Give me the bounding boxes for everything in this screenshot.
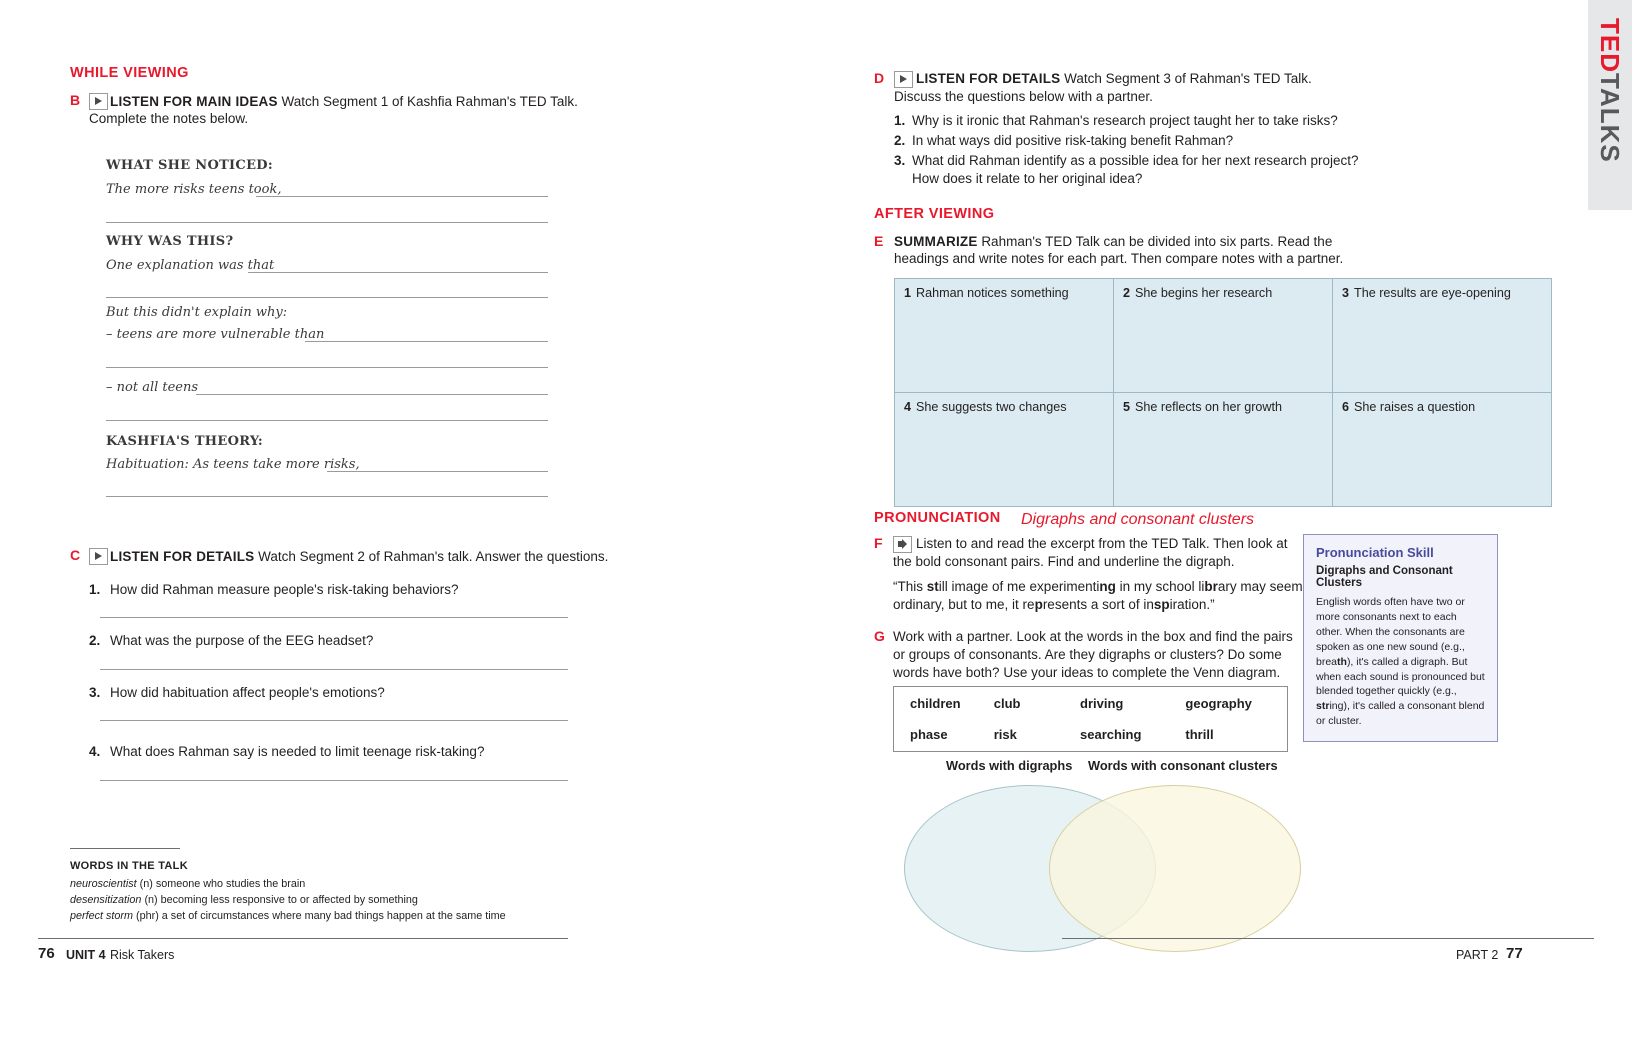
question-text: Why is it ironic that Rahman's research project taught her to take risks? bbox=[912, 113, 1338, 128]
exercise-d-instruction-text: Watch Segment 3 of Rahman's TED Talk. bbox=[1064, 71, 1312, 86]
note-text-2: One explanation was that bbox=[106, 258, 275, 273]
word-cell: club bbox=[993, 696, 1021, 711]
write-line[interactable] bbox=[106, 367, 548, 368]
word-cell: thrill bbox=[1185, 727, 1214, 742]
right-page bbox=[816, 0, 1632, 1044]
answer-line[interactable] bbox=[100, 780, 568, 781]
audio-icon[interactable] bbox=[893, 536, 912, 553]
cell-number: 2 bbox=[1123, 286, 1131, 300]
exercise-e-letter: E bbox=[874, 233, 884, 249]
write-line[interactable] bbox=[106, 420, 548, 421]
note-text-1: The more risks teens took, bbox=[106, 182, 282, 197]
skill-body-3: ing), it's called a consonant blend or cluster. bbox=[1316, 700, 1485, 728]
excerpt-quote bbox=[893, 578, 1313, 596]
cell-text: She raises a question bbox=[1354, 400, 1476, 414]
after-viewing-heading: AFTER VIEWING bbox=[874, 206, 995, 222]
question-number: 2. bbox=[894, 133, 906, 148]
summarize-cell-1[interactable] bbox=[895, 279, 1114, 393]
quote-part-4: ary may seem bbox=[1217, 579, 1303, 594]
answer-line[interactable] bbox=[100, 669, 568, 670]
note-heading-kashfias-theory: KASHFIA'S THEORY: bbox=[106, 434, 263, 449]
skill-body-2: ), it's called a digraph. But when each sound is pronounced but blended together quickly (e.g., bbox=[1316, 655, 1485, 698]
pronunciation-skill-box bbox=[1303, 534, 1498, 742]
cell-number: 3 bbox=[1342, 286, 1350, 300]
word-box-table bbox=[893, 686, 1288, 752]
note-text-4: – teens are more vulnerable than bbox=[106, 327, 325, 342]
skill-box-subtitle: Digraphs and Consonant Clusters bbox=[1316, 565, 1453, 589]
write-line[interactable] bbox=[256, 196, 548, 197]
question-text: What did Rahman identify as a possible idea for her next research project? bbox=[912, 153, 1359, 168]
quote-bold-4: p bbox=[1034, 597, 1043, 612]
quote-bold-1: st bbox=[926, 579, 939, 594]
exercise-g-letter: G bbox=[874, 628, 885, 644]
word-cell: children bbox=[910, 696, 961, 711]
ted-talks-tab-label bbox=[1588, 0, 1632, 210]
talks-text: TALKS bbox=[1595, 73, 1626, 163]
question-number: 3. bbox=[89, 685, 101, 700]
pronunciation-subtitle: Digraphs and consonant clusters bbox=[1021, 511, 1255, 528]
exercise-c-instruction bbox=[110, 548, 610, 566]
glossary-entry bbox=[70, 892, 418, 908]
cell-text: She reflects on her growth bbox=[1135, 400, 1283, 414]
question-number: 3. bbox=[894, 153, 906, 168]
exercise-e-label: SUMMARIZE bbox=[894, 234, 978, 249]
write-line[interactable] bbox=[196, 394, 548, 395]
exercise-g-instruction3: words have both? Use your ideas to complete the Venn diagram. bbox=[893, 665, 1281, 680]
question-number: 1. bbox=[894, 113, 906, 128]
note-text-3: But this didn't explain why: bbox=[106, 305, 288, 320]
exercise-e-instruction-text: Rahman's TED Talk can be divided into six parts. Read the bbox=[981, 234, 1333, 249]
exercise-e-instruction-text2: headings and write notes for each part. Then compare notes with a partner. bbox=[894, 251, 1344, 266]
exercise-e-instruction bbox=[894, 233, 1414, 251]
question-text: In what ways did positive risk-taking benefit Rahman? bbox=[912, 133, 1234, 148]
table-row bbox=[896, 720, 1285, 749]
note-text-5: – not all teens bbox=[106, 380, 199, 395]
cell-number: 5 bbox=[1123, 400, 1131, 414]
exercise-b-instruction bbox=[110, 93, 580, 111]
venn-left-label: Words with digraphs bbox=[946, 758, 1073, 773]
glossary-word: neuroscientist bbox=[70, 878, 137, 890]
question-text: What does Rahman say is needed to limit teenage risk-taking? bbox=[110, 744, 485, 759]
glossary-entry bbox=[70, 908, 506, 924]
write-line[interactable] bbox=[106, 297, 548, 298]
question-number: 2. bbox=[89, 633, 101, 648]
summarize-cell-4[interactable] bbox=[895, 393, 1114, 507]
glossary-word: perfect storm bbox=[70, 910, 133, 922]
word-cell: phase bbox=[910, 727, 948, 742]
pronunciation-heading: PRONUNCIATION bbox=[874, 510, 1001, 526]
write-line[interactable] bbox=[248, 272, 548, 273]
glossary-pos: (n) bbox=[139, 878, 153, 890]
summarize-cell-6[interactable] bbox=[1333, 393, 1552, 507]
quote-part-6: resents a sort of in bbox=[1042, 597, 1154, 612]
venn-circle-clusters[interactable] bbox=[1049, 785, 1301, 952]
quote-bold-2: ng bbox=[1099, 579, 1116, 594]
glossary-entry bbox=[70, 876, 305, 892]
summarize-cell-3[interactable] bbox=[1333, 279, 1552, 393]
cell-text: She suggests two changes bbox=[916, 400, 1067, 414]
note-heading-why-was-this: WHY WAS THIS? bbox=[106, 234, 234, 249]
question-text: What was the purpose of the EEG headset? bbox=[110, 633, 374, 648]
quote-bold-5: sp bbox=[1153, 597, 1170, 612]
words-box-rule bbox=[70, 848, 180, 849]
cell-text: The results are eye-opening bbox=[1354, 286, 1511, 300]
ted-talks-tab bbox=[1588, 0, 1632, 210]
word-cell: searching bbox=[1080, 727, 1142, 742]
glossary-def: someone who studies the brain bbox=[155, 878, 306, 890]
exercise-b-instruction-text2: Complete the notes below. bbox=[89, 111, 249, 126]
exercise-d-label: LISTEN FOR DETAILS bbox=[916, 71, 1061, 86]
write-line[interactable] bbox=[305, 341, 548, 342]
table-row bbox=[895, 279, 1552, 393]
exercise-d-instruction-text2: Discuss the questions below with a partner. bbox=[894, 89, 1153, 104]
exercise-f-letter: F bbox=[874, 535, 883, 551]
ted-logo-text: TED bbox=[1595, 18, 1626, 73]
question-number: 1. bbox=[89, 582, 101, 597]
word-box bbox=[893, 686, 1288, 752]
note-text-6: Habituation: As teens take more risks, bbox=[106, 457, 360, 472]
cell-number: 4 bbox=[904, 400, 912, 414]
exercise-b-label: LISTEN FOR MAIN IDEAS bbox=[110, 94, 278, 109]
footer-rule bbox=[38, 938, 568, 939]
quote-part-2: ill image of me experimenti bbox=[938, 579, 1100, 594]
exercise-c-label: LISTEN FOR DETAILS bbox=[110, 549, 255, 564]
footer-unit-name: Risk Takers bbox=[110, 948, 175, 962]
skill-body-1: English words often have two or more consonants next to each other. When the consonants are spoken as one new sound (e.g., brea bbox=[1316, 596, 1465, 668]
glossary-word: desensitization bbox=[70, 894, 142, 906]
summarize-cell-5[interactable] bbox=[1114, 393, 1333, 507]
exercise-c-letter: C bbox=[70, 547, 81, 563]
answer-line[interactable] bbox=[100, 617, 568, 618]
cell-number: 1 bbox=[904, 286, 912, 300]
glossary-def: a set of circumstances where many bad things happen at the same time bbox=[161, 910, 506, 922]
summarize-table bbox=[894, 278, 1552, 507]
exercise-b-letter: B bbox=[70, 92, 81, 108]
glossary-pos: (n) bbox=[144, 894, 158, 906]
exercise-d-letter: D bbox=[874, 70, 885, 86]
skill-box-title: Pronunciation Skill bbox=[1316, 545, 1434, 560]
cell-number: 6 bbox=[1342, 400, 1350, 414]
exercise-c-play-icon bbox=[89, 548, 108, 568]
page-number-right: 77 bbox=[1506, 945, 1523, 962]
summarize-grid bbox=[894, 278, 1552, 507]
question-text-continued: How does it relate to her original idea? bbox=[912, 171, 1143, 186]
skill-box-body bbox=[1316, 595, 1485, 729]
write-line[interactable] bbox=[327, 471, 548, 472]
glossary-def: becoming less responsive to or affected by something bbox=[160, 894, 418, 906]
exercise-b-instruction-text: Watch Segment 1 of Kashfia Rahman's TED Talk. bbox=[281, 94, 578, 109]
question-text: How did Rahman measure people's risk-taking behaviors? bbox=[110, 582, 459, 597]
exercise-d-instruction bbox=[916, 70, 1416, 88]
play-icon[interactable] bbox=[89, 548, 108, 565]
exercise-g-instruction: Work with a partner. Look at the words in the box and find the pairs bbox=[893, 629, 1293, 644]
quote-part-7: iration.” bbox=[1169, 597, 1215, 612]
note-heading-what-she-noticed: WHAT SHE NOTICED: bbox=[106, 158, 273, 173]
word-cell: geography bbox=[1185, 696, 1252, 711]
write-line[interactable] bbox=[106, 222, 548, 223]
word-cell: risk bbox=[993, 727, 1017, 742]
skill-body-bold-2: str bbox=[1316, 700, 1330, 713]
quote-bold-3: br bbox=[1204, 579, 1218, 594]
exercise-c-instruction-text: Watch Segment 2 of Rahman's talk. Answer the questions. bbox=[258, 549, 609, 564]
while-viewing-heading: WHILE VIEWING bbox=[70, 65, 189, 81]
question-text: How did habituation affect people's emotions? bbox=[110, 685, 385, 700]
footer-unit: UNIT 4 bbox=[66, 948, 106, 962]
table-row bbox=[896, 689, 1285, 718]
play-icon[interactable] bbox=[894, 71, 913, 88]
quote-part-1: “This bbox=[893, 579, 927, 594]
exercise-f-instruction: Listen to and read the excerpt from the TED Talk. Then look at bbox=[916, 536, 1288, 551]
summarize-cell-2[interactable] bbox=[1114, 279, 1333, 393]
page-number-left: 76 bbox=[38, 945, 55, 962]
venn-right-label: Words with consonant clusters bbox=[1088, 758, 1278, 773]
table-row bbox=[895, 393, 1552, 507]
words-in-the-talk-title: WORDS IN THE TALK bbox=[70, 860, 188, 872]
write-line[interactable] bbox=[106, 496, 548, 497]
quote-part-3: in my school li bbox=[1115, 579, 1205, 594]
play-icon[interactable] bbox=[89, 93, 108, 110]
footer-rule bbox=[1062, 938, 1594, 939]
exercise-g-instruction2: or groups of consonants. Are they digraphs or clusters? Do some bbox=[893, 647, 1282, 662]
glossary-pos: (phr) bbox=[136, 910, 159, 922]
quote-part-5: ordinary, but to me, it re bbox=[893, 597, 1035, 612]
cell-text: Rahman notices something bbox=[916, 286, 1069, 300]
skill-body-bold-1: th bbox=[1337, 655, 1347, 668]
excerpt-quote-line2 bbox=[893, 596, 1323, 614]
footer-part: PART 2 bbox=[1456, 948, 1499, 962]
question-number: 4. bbox=[89, 744, 101, 759]
cell-text: She begins her research bbox=[1135, 286, 1273, 300]
exercise-f-instruction2: the bold consonant pairs. Find and underline the digraph. bbox=[893, 554, 1235, 569]
answer-line[interactable] bbox=[100, 720, 568, 721]
word-cell: driving bbox=[1080, 696, 1124, 711]
